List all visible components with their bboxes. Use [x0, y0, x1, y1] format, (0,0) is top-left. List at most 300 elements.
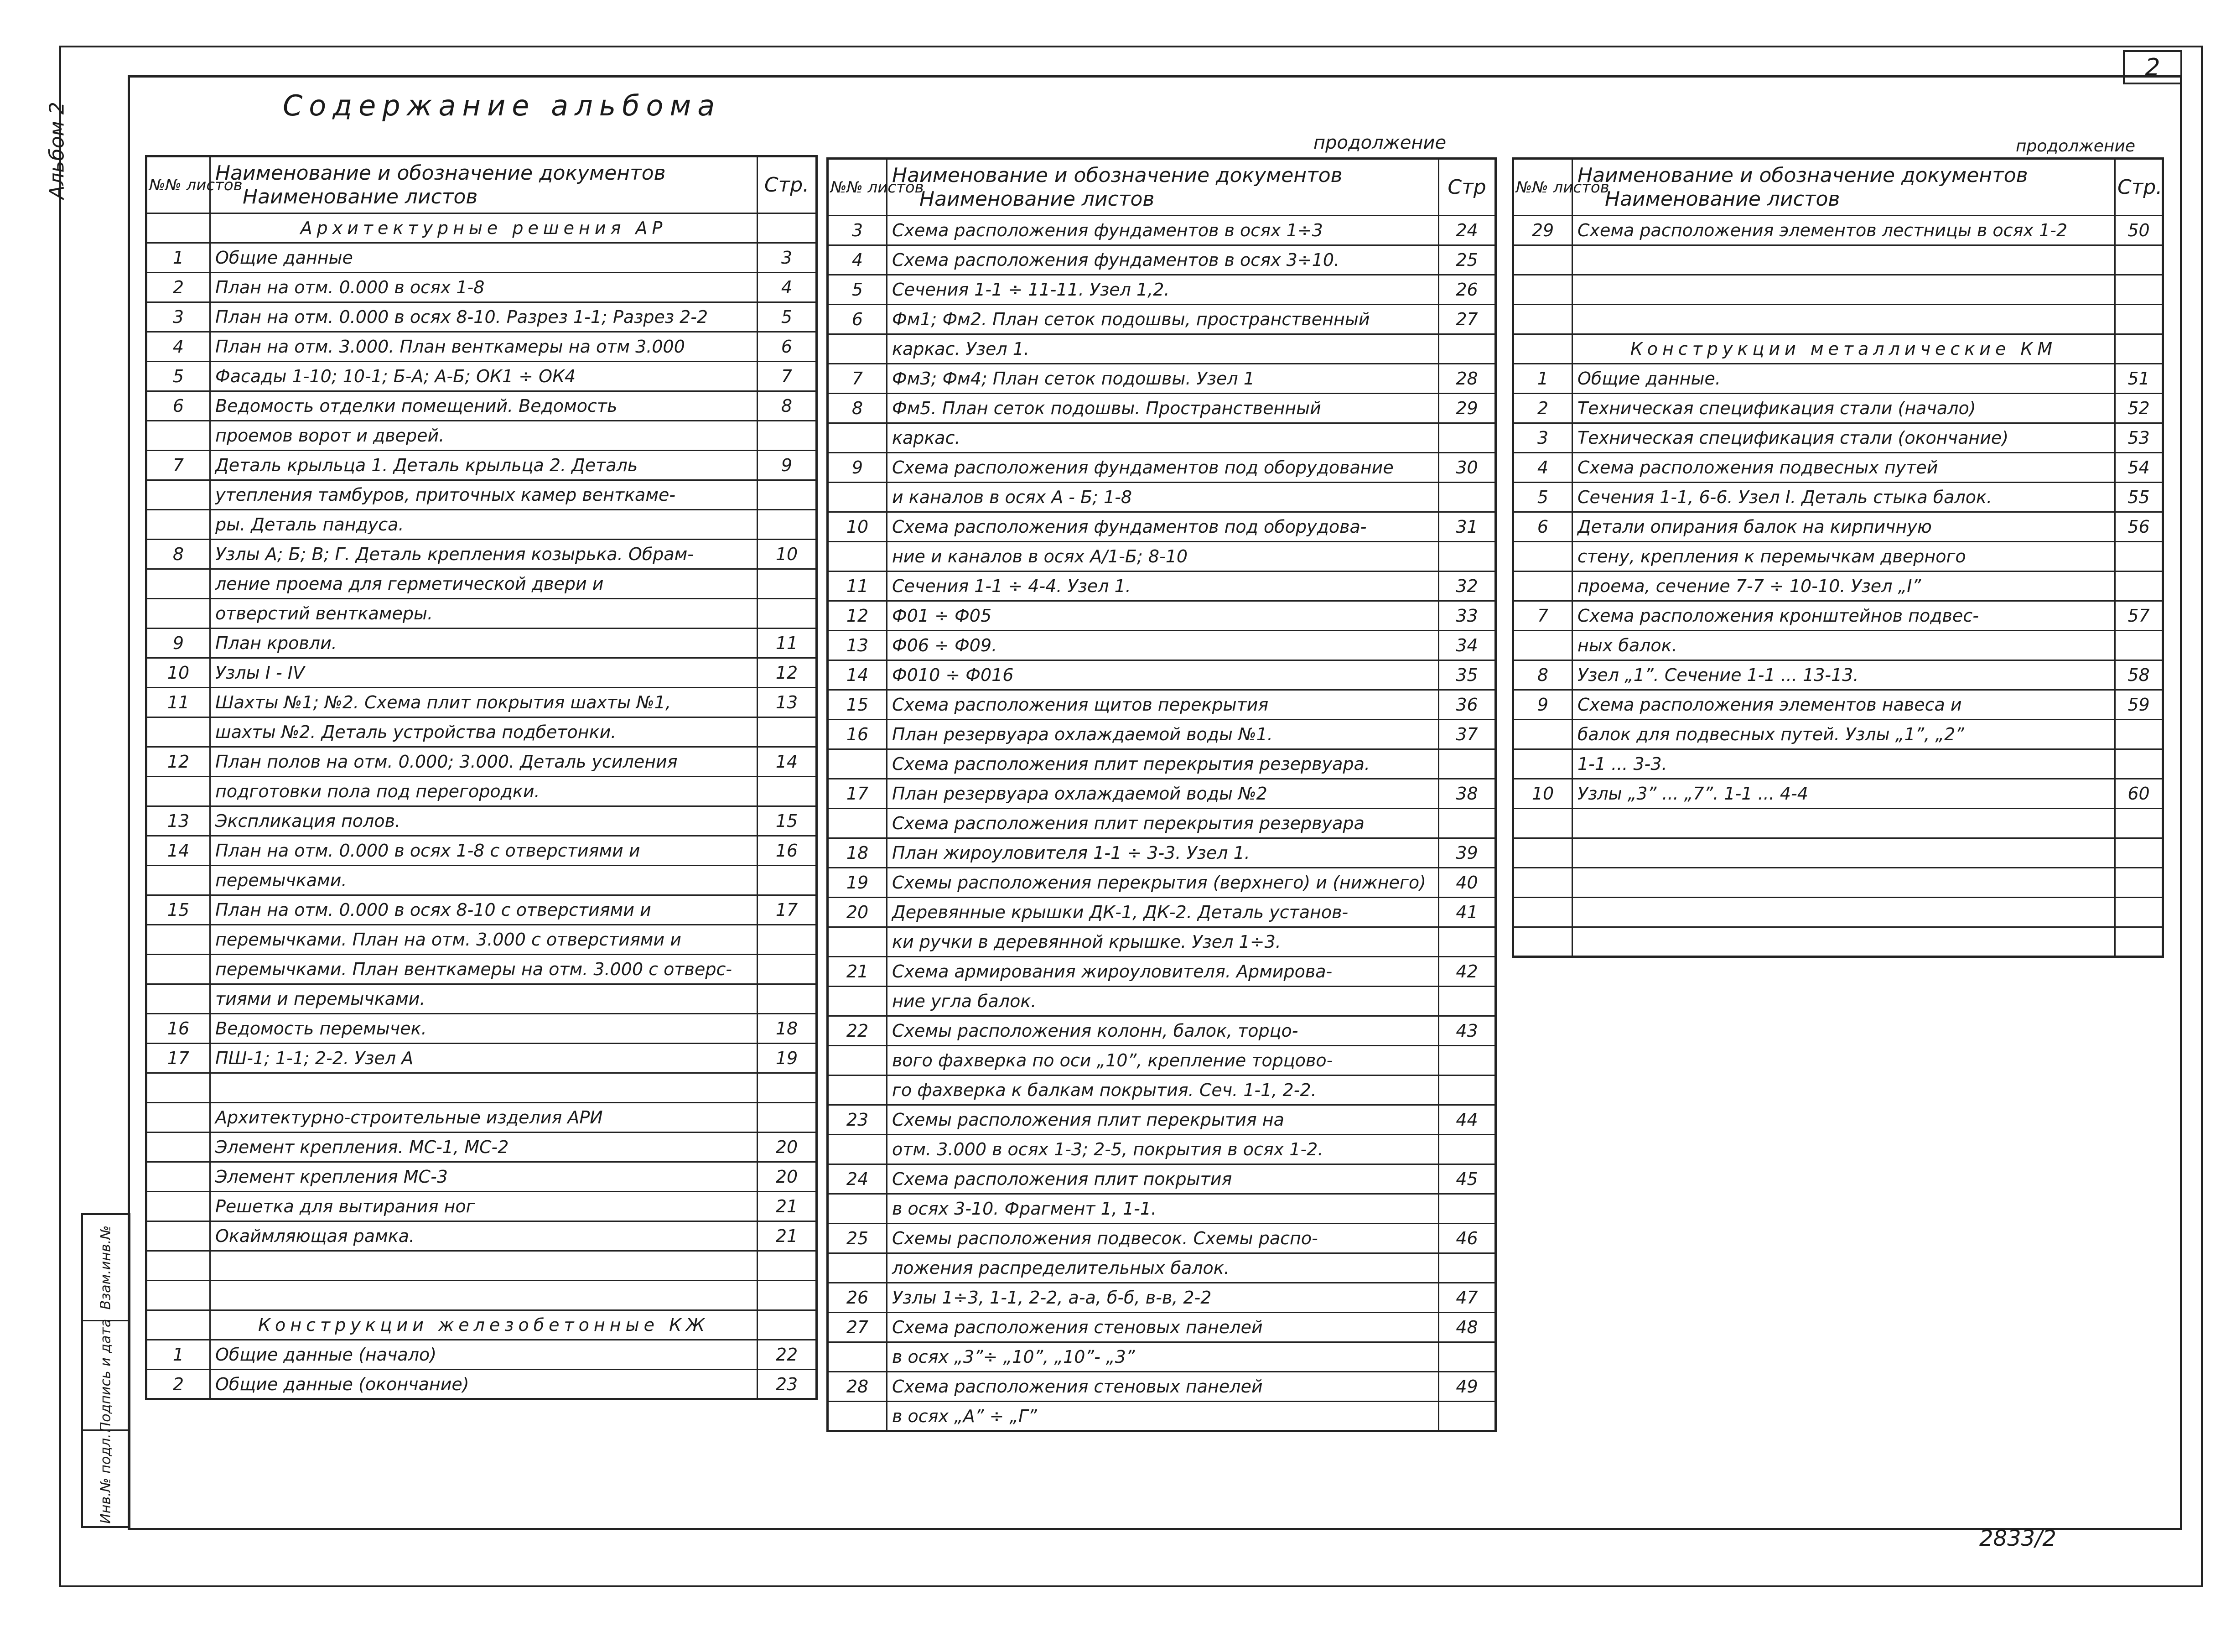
document-name-cell: Конструкции железобетонные КЖ: [210, 1310, 758, 1340]
table-row: [146, 213, 817, 243]
page-cell: 3: [758, 243, 817, 273]
sheet-number-cell: 13: [146, 806, 210, 836]
page-cell: 17: [758, 895, 817, 925]
document-name-cell: Узлы I - IV: [210, 658, 758, 688]
page-cell: 51: [2115, 364, 2163, 394]
page-cell: 19: [758, 1044, 817, 1073]
page-cell: [1439, 334, 1496, 364]
table-row: [1513, 423, 2163, 453]
document-name-cell: Схема расположения щитов перекрытия: [887, 690, 1439, 720]
page-cell: [758, 480, 817, 510]
document-name-cell: ние угла балок.: [887, 987, 1439, 1016]
sheet-number-cell: 11: [146, 688, 210, 717]
table-row: [828, 1402, 1496, 1431]
sheet-number-cell: [828, 1342, 887, 1372]
page-cell: [1439, 1075, 1496, 1105]
page-cell: 57: [2115, 601, 2163, 631]
page-cell: 49: [1439, 1372, 1496, 1402]
document-name-cell: План резервуара охлаждаемой воды №2: [887, 779, 1439, 809]
sheet-number-cell: 4: [1513, 453, 1572, 483]
document-name-cell: перемычками.: [210, 866, 758, 895]
page-cell: [1439, 749, 1496, 779]
document-name-cell: [210, 1073, 758, 1103]
page-cell: 18: [758, 1014, 817, 1044]
sheet-number-cell: [828, 749, 887, 779]
table-row: [146, 806, 817, 836]
sheet-number-cell: 7: [828, 364, 887, 394]
sheet-number-cell: [1513, 631, 1572, 660]
document-name-cell: Сечения 1-1 ÷ 4-4. Узел 1.: [887, 571, 1439, 601]
table-row: [146, 302, 817, 332]
sheet-number-cell: 6: [1513, 512, 1572, 542]
document-name-cell: Деталь крыльца 1. Деталь крыльца 2. Деталь: [210, 451, 758, 480]
document-name-cell: Конструкции металлические КМ: [1572, 334, 2115, 364]
page-cell: 37: [1439, 720, 1496, 749]
sheet-number-cell: [146, 421, 210, 451]
table-row: [146, 1370, 817, 1399]
document-name-cell: и каналов в осях А - Б; 1-8: [887, 483, 1439, 512]
document-name-cell: Сечения 1-1 ÷ 11-11. Узел 1,2.: [887, 275, 1439, 305]
sheet-number-cell: [828, 1402, 887, 1431]
table-row: [146, 1192, 817, 1221]
document-name-cell: Общие данные (окончание): [210, 1370, 758, 1399]
table-row: [146, 1281, 817, 1310]
document-name-cell: каркас.: [887, 423, 1439, 453]
page-cell: [2115, 809, 2163, 838]
sheet-number-cell: 28: [828, 1372, 887, 1402]
sheet-number-cell: [146, 1162, 210, 1192]
sheet-number-cell: 14: [146, 836, 210, 866]
sheet-number-cell: [1513, 542, 1572, 571]
sheet-number-cell: [146, 925, 210, 955]
page-cell: 55: [2115, 483, 2163, 512]
document-name-cell: отм. 3.000 в осях 1-3; 2-5, покрытия в осях 1-2.: [887, 1135, 1439, 1164]
table-row: [828, 1342, 1496, 1372]
sheet-number-cell: [146, 1221, 210, 1251]
sheet-number-cell: 2: [146, 1370, 210, 1399]
sheet-number-cell: 6: [828, 305, 887, 334]
table-row: [146, 569, 817, 599]
document-name-cell: Ф06 ÷ Ф09.: [887, 631, 1439, 660]
document-name-cell: Элемент крепления МС-3: [210, 1162, 758, 1192]
page-cell: [2115, 898, 2163, 927]
table-row: [146, 836, 817, 866]
table-row: [828, 809, 1496, 838]
sheet-number-cell: [828, 927, 887, 957]
sheet-number-cell: 5: [1513, 483, 1572, 512]
sheet-number-cell: [146, 984, 210, 1014]
document-name-cell: ных балок.: [1572, 631, 2115, 660]
page-cell: [758, 984, 817, 1014]
album-label: Альбом 2: [45, 102, 69, 199]
table-row: [1513, 305, 2163, 334]
document-name-cell: План на отм. 3.000. План венткамеры на отм 3.000: [210, 332, 758, 362]
document-name-cell: [1572, 838, 2115, 868]
sheet-number-cell: 22: [828, 1016, 887, 1046]
contents-table-2: [826, 157, 1497, 1432]
table-row: [146, 540, 817, 569]
document-name-cell: ры. Деталь пандуса.: [210, 510, 758, 540]
table-row: [828, 423, 1496, 453]
page-cell: 46: [1439, 1224, 1496, 1253]
sheet-number-cell: 1: [146, 243, 210, 273]
header-document-name: Наименование и обозначение документов Наименование листов: [1572, 159, 2115, 216]
table-row: [146, 955, 817, 984]
document-number: 2833/2: [1979, 1526, 2056, 1551]
document-name-cell: Схема расположения фундаментов в осях 3÷10.: [887, 245, 1439, 275]
document-name-cell: ки ручки в деревянной крышке. Узел 1÷3.: [887, 927, 1439, 957]
table-row: [828, 216, 1496, 245]
page-cell: 29: [1439, 394, 1496, 423]
table-row: [146, 629, 817, 658]
page-cell: [1439, 987, 1496, 1016]
page-cell: [1439, 1342, 1496, 1372]
page-cell: 10: [758, 540, 817, 569]
table-row: [146, 273, 817, 302]
sheet-number-cell: [1513, 898, 1572, 927]
table-row: [828, 1075, 1496, 1105]
table-row: [1513, 898, 2163, 927]
page-cell: [2115, 927, 2163, 957]
page-cell: [758, 421, 817, 451]
sheet-number-cell: [828, 423, 887, 453]
page-cell: 47: [1439, 1283, 1496, 1313]
table-row: [1513, 512, 2163, 542]
table-row: [146, 777, 817, 806]
table-row: [828, 1135, 1496, 1164]
document-name-cell: Деревянные крышки ДК-1, ДК-2. Деталь установ-: [887, 898, 1439, 927]
table-row: [146, 332, 817, 362]
sheet-number-cell: 17: [828, 779, 887, 809]
document-name-cell: подготовки пола под перегородки.: [210, 777, 758, 806]
table-row: [146, 1014, 817, 1044]
document-name-cell: [1572, 927, 2115, 957]
sheet-number-cell: 12: [828, 601, 887, 631]
document-name-cell: [1572, 898, 2115, 927]
document-name-cell: ПШ-1; 1-1; 2-2. Узел А: [210, 1044, 758, 1073]
sheet-number-cell: 15: [146, 895, 210, 925]
sheet-number-cell: 10: [146, 658, 210, 688]
table-row: [828, 1046, 1496, 1075]
page-cell: [2115, 838, 2163, 868]
document-name-cell: Схемы расположения подвесок. Схемы распо-: [887, 1224, 1439, 1253]
document-name-cell: Узлы А; Б; В; Г. Деталь крепления козырька. Обрам-: [210, 540, 758, 569]
sheet-number-cell: 3: [146, 302, 210, 332]
document-name-cell: План на отм. 0.000 в осях 8-10. Разрез 1-1; Разрез 2-2: [210, 302, 758, 332]
table-header-row: [146, 156, 817, 213]
header-page: Стр.: [758, 156, 817, 213]
document-name-cell: Схема расположения фундаментов под оборудова-: [887, 512, 1439, 542]
sheet-number-cell: [146, 480, 210, 510]
sheet-number-cell: 16: [146, 1014, 210, 1044]
table-row: [146, 658, 817, 688]
sheet-number-cell: [1513, 838, 1572, 868]
document-name-cell: Общие данные: [210, 243, 758, 273]
document-name-cell: Техническая спецификация стали (окончание): [1572, 423, 2115, 453]
document-name-cell: Схемы расположения плит перекрытия на: [887, 1105, 1439, 1135]
document-name-cell: [1572, 809, 2115, 838]
table-row: [1513, 690, 2163, 720]
sheet-number-cell: 23: [828, 1105, 887, 1135]
header-page: Стр: [1439, 159, 1496, 216]
header-sheet-number: №№ листов: [828, 159, 887, 216]
page-cell: [758, 1251, 817, 1281]
table-row: [146, 480, 817, 510]
document-name-cell: Схема расположения кронштейнов подвес-: [1572, 601, 2115, 631]
document-name-cell: утепления тамбуров, приточных камер венткаме-: [210, 480, 758, 510]
document-name-cell: в осях „А” ÷ „Г”: [887, 1402, 1439, 1431]
page-cell: 31: [1439, 512, 1496, 542]
document-name-cell: Окаймляющая рамка.: [210, 1221, 758, 1251]
table-row: [828, 571, 1496, 601]
table-row: [828, 1283, 1496, 1313]
document-name-cell: Схема расположения подвесных путей: [1572, 453, 2115, 483]
sheet-number-cell: [146, 1310, 210, 1340]
page-cell: [758, 1281, 817, 1310]
page-cell: 54: [2115, 453, 2163, 483]
sheet-number-cell: 8: [1513, 660, 1572, 690]
page-cell: 44: [1439, 1105, 1496, 1135]
table-row: [828, 927, 1496, 957]
table-row: [1513, 601, 2163, 631]
page-cell: 35: [1439, 660, 1496, 690]
page-cell: [758, 1310, 817, 1340]
table-row: [828, 987, 1496, 1016]
sheet-number-cell: [828, 809, 887, 838]
document-name-cell: Общие данные.: [1572, 364, 2115, 394]
page-cell: 39: [1439, 838, 1496, 868]
table-row: [1513, 394, 2163, 423]
table-row: [828, 394, 1496, 423]
page-cell: [758, 569, 817, 599]
sheet-number-cell: [828, 1135, 887, 1164]
sheet-number-cell: 9: [828, 453, 887, 483]
page-cell: 25: [1439, 245, 1496, 275]
stamp-cell: Инв.№ подл.: [83, 1429, 129, 1526]
header-sheet-number: №№ листов: [146, 156, 210, 213]
document-name-cell: Ф01 ÷ Ф05: [887, 601, 1439, 631]
page-cell: [1439, 1194, 1496, 1224]
page-cell: [2115, 542, 2163, 571]
page-cell: [758, 213, 817, 243]
table-row: [828, 868, 1496, 898]
sheet-number-cell: 21: [828, 957, 887, 987]
table-row: [146, 362, 817, 391]
table-row: [1513, 483, 2163, 512]
page-cell: [758, 510, 817, 540]
document-name-cell: вого фахверка по оси „10”, крепление торцово-: [887, 1046, 1439, 1075]
sheet-number-cell: 7: [146, 451, 210, 480]
sheet-number-cell: [1513, 720, 1572, 749]
sheet-number-cell: 6: [146, 391, 210, 421]
sheet-number-cell: 18: [828, 838, 887, 868]
document-name-cell: Схема расположения плит перекрытия резервуара.: [887, 749, 1439, 779]
document-name-cell: [210, 1251, 758, 1281]
document-name-cell: проема, сечение 7-7 ÷ 10-10. Узел „I”: [1572, 571, 2115, 601]
document-name-cell: Решетка для вытирания ног: [210, 1192, 758, 1221]
table-row: [146, 1162, 817, 1192]
page-cell: [2115, 868, 2163, 898]
table-row: [828, 1313, 1496, 1342]
page-cell: [1439, 927, 1496, 957]
sheet-number-cell: 1: [1513, 364, 1572, 394]
sheet-number-cell: 1: [146, 1340, 210, 1370]
page-cell: [2115, 571, 2163, 601]
document-name-cell: Архитектурные решения АР: [210, 213, 758, 243]
document-name-cell: Ведомость отделки помещений. Ведомость: [210, 391, 758, 421]
stamp-cell: Взам.инв.№: [98, 1225, 114, 1310]
page-cell: [2115, 245, 2163, 275]
page-cell: 58: [2115, 660, 2163, 690]
table-row: [1513, 809, 2163, 838]
page-cell: 27: [1439, 305, 1496, 334]
sheet-number-cell: [1513, 749, 1572, 779]
document-name-cell: тиями и перемычками.: [210, 984, 758, 1014]
sheet-number-cell: [828, 542, 887, 571]
document-name-cell: Детали опирания балок на кирпичную: [1572, 512, 2115, 542]
document-name-cell: [1572, 275, 2115, 305]
sheet-number-cell: [828, 1253, 887, 1283]
document-name-cell: Экспликация полов.: [210, 806, 758, 836]
table-row: [828, 957, 1496, 987]
document-name-cell: Общие данные (начало): [210, 1340, 758, 1370]
table-row: [828, 334, 1496, 364]
table-row: [828, 631, 1496, 660]
document-name-cell: Элемент крепления. МС-1, МС-2: [210, 1133, 758, 1162]
page-cell: [2115, 305, 2163, 334]
sheet-number-cell: [146, 213, 210, 243]
table-row: [146, 1133, 817, 1162]
document-name-cell: перемычками. План венткамеры на отм. 3.000 с отверс-: [210, 955, 758, 984]
document-name-cell: Схема расположения стеновых панелей: [887, 1313, 1439, 1342]
document-name-cell: перемычками. План на отм. 3.000 с отверстиями и: [210, 925, 758, 955]
page-cell: 41: [1439, 898, 1496, 927]
table-row: [1513, 275, 2163, 305]
table-row: [828, 1372, 1496, 1402]
document-name-cell: ление проема для герметической двери и: [210, 569, 758, 599]
table-row: [828, 305, 1496, 334]
sheet-number-cell: [1513, 245, 1572, 275]
page-cell: 43: [1439, 1016, 1496, 1046]
table-row: [146, 984, 817, 1014]
table-row: [828, 1016, 1496, 1046]
sheet-number-cell: 2: [146, 273, 210, 302]
document-name-cell: План на отм. 0.000 в осях 8-10 с отверстиями и: [210, 895, 758, 925]
document-name-cell: Схема расположения элементов лестницы в осях 1-2: [1572, 216, 2115, 245]
sheet-number-cell: 3: [1513, 423, 1572, 453]
page-cell: 24: [1439, 216, 1496, 245]
sheet-number-cell: [828, 1046, 887, 1075]
table-row: [828, 749, 1496, 779]
table-row: [146, 717, 817, 747]
table-row: [828, 898, 1496, 927]
document-name-cell: ложения распределительных балок.: [887, 1253, 1439, 1283]
table-row: [828, 1224, 1496, 1253]
page-cell: 32: [1439, 571, 1496, 601]
table-row: [146, 1044, 817, 1073]
sheet-number-cell: [828, 987, 887, 1016]
document-name-cell: стену, крепления к перемычкам дверного: [1572, 542, 2115, 571]
table-row: [146, 510, 817, 540]
document-name-cell: балок для подвесных путей. Узлы „1”, „2”: [1572, 720, 2115, 749]
document-name-cell: Схема расположения фундаментов под оборудование: [887, 453, 1439, 483]
table-row: [146, 1251, 817, 1281]
table-row: [828, 720, 1496, 749]
table-row: [146, 895, 817, 925]
document-name-cell: Схема армирования жироуловителя. Армирова-: [887, 957, 1439, 987]
table-row: [1513, 216, 2163, 245]
sheet-number-cell: [828, 1194, 887, 1224]
sheet-number-cell: 24: [828, 1164, 887, 1194]
table-row: [828, 542, 1496, 571]
document-name-cell: Сечения 1-1, 6-6. Узел I. Деталь стыка балок.: [1572, 483, 2115, 512]
page-cell: [2115, 749, 2163, 779]
page-cell: 6: [758, 332, 817, 362]
table-row: [828, 601, 1496, 631]
document-name-cell: Узлы „3” ... „7”. 1-1 ... 4-4: [1572, 779, 2115, 809]
page-cell: 4: [758, 273, 817, 302]
document-name-cell: План на отм. 0.000 в осях 1-8 с отверстиями и: [210, 836, 758, 866]
sheet-number-cell: 26: [828, 1283, 887, 1313]
table-row: [146, 925, 817, 955]
sheet-number-cell: [828, 483, 887, 512]
table-row: [1513, 660, 2163, 690]
table-row: [146, 1073, 817, 1103]
table-header-row: [828, 159, 1496, 216]
document-name-cell: Фасады 1-10; 10-1; Б-А; А-Б; ОК1 ÷ ОК4: [210, 362, 758, 391]
contents-table-1: [145, 155, 818, 1400]
page-cell: [1439, 423, 1496, 453]
sheet-number-cell: [1513, 868, 1572, 898]
page-cell: 50: [2115, 216, 2163, 245]
sheet-number-cell: 10: [828, 512, 887, 542]
sheet-number-cell: [1513, 927, 1572, 957]
sheet-number-cell: 8: [828, 394, 887, 423]
page-cell: [758, 925, 817, 955]
page-cell: 36: [1439, 690, 1496, 720]
document-name-cell: Фм3; Фм4; План сеток подошвы. Узел 1: [887, 364, 1439, 394]
sheet-number-cell: [146, 866, 210, 895]
document-name-cell: отверстий венткамеры.: [210, 599, 758, 629]
sheet-number: 2: [2123, 50, 2182, 84]
page-cell: [2115, 631, 2163, 660]
stamp-cell: Подпись и дата: [83, 1320, 129, 1429]
table-row: [146, 243, 817, 273]
sheet-number-cell: 19: [828, 868, 887, 898]
page-cell: 33: [1439, 601, 1496, 631]
document-name-cell: [1572, 305, 2115, 334]
document-name-cell: Ф010 ÷ Ф016: [887, 660, 1439, 690]
sheet-number-cell: [146, 1192, 210, 1221]
table-row: [1513, 571, 2163, 601]
page-cell: 14: [758, 747, 817, 777]
document-name-cell: Схемы расположения перекрытия (верхнего) и (нижнего): [887, 868, 1439, 898]
table-row: [1513, 334, 2163, 364]
table-row: [1513, 868, 2163, 898]
header-page: Стр.: [2115, 159, 2163, 216]
sheet-number-cell: 13: [828, 631, 887, 660]
sheet-number-cell: 4: [146, 332, 210, 362]
sheet-number-cell: [1513, 571, 1572, 601]
table-row: [828, 690, 1496, 720]
table-row: [146, 421, 817, 451]
page-cell: 34: [1439, 631, 1496, 660]
sheet-number-cell: 15: [828, 690, 887, 720]
sheet-number-cell: [828, 334, 887, 364]
sheet-number-cell: [146, 955, 210, 984]
page-cell: 28: [1439, 364, 1496, 394]
table-row: [828, 838, 1496, 868]
